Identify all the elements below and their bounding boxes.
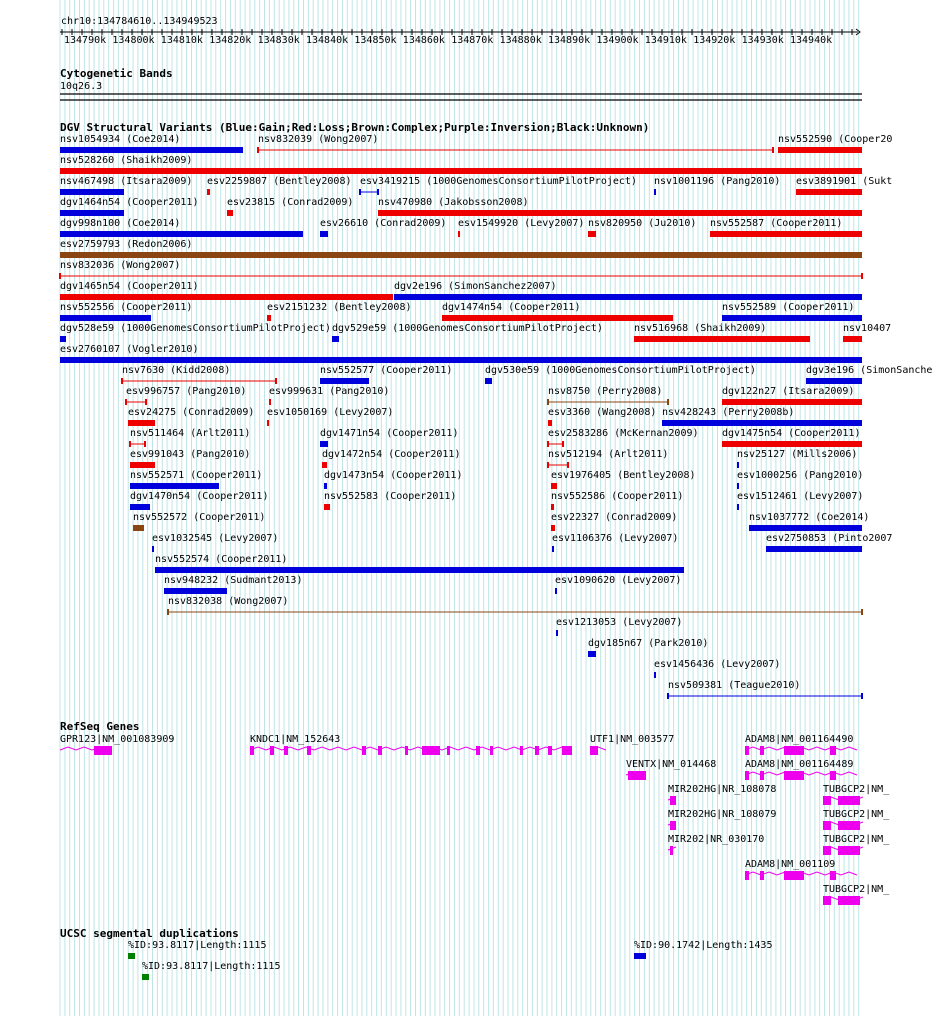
dgv-feature-label: nsv832038 (Wong2007)	[168, 596, 289, 607]
segdup-track-title: UCSC segmental duplications	[60, 927, 239, 940]
dgv-feature-label: esv2760107 (Vogler2010)	[60, 344, 199, 355]
dgv-feature-label: dgv1475n54 (Cooper2011)	[722, 428, 861, 439]
dgv-feature-label: esv26610 (Conrad2009)	[320, 218, 447, 229]
refseq-gene-exon	[548, 746, 552, 755]
refseq-gene-label: TUBGCP2|NM_	[823, 884, 890, 895]
refseq-gene-label: UTF1|NM_003577	[590, 734, 675, 745]
dgv-feature-mark	[806, 378, 862, 384]
dgv-feature-mark	[722, 399, 862, 405]
dgv-feature-mark	[164, 588, 227, 594]
refseq-gene-exon	[823, 821, 831, 830]
dgv-feature-mark	[551, 504, 554, 510]
dgv-feature-mark	[227, 210, 233, 216]
dgv-feature-label: dgv1465n54 (Cooper2011)	[60, 281, 199, 292]
refseq-gene-exon	[362, 746, 366, 755]
dgv-feature-mark	[556, 630, 558, 636]
axis-tick-label: 134890k	[548, 35, 591, 46]
refseq-track-title: RefSeq Genes	[60, 720, 140, 733]
dgv-feature-label: nsv511464 (Arlt2011)	[130, 428, 251, 439]
dgv-feature-mark	[378, 210, 862, 216]
refseq-gene-label: KNDC1|NM_152643	[250, 734, 341, 745]
dgv-feature-label: dgv1470n54 (Cooper2011)	[130, 491, 269, 502]
dgv-feature-mark	[394, 294, 862, 300]
dgv-feature-label: esv996757 (Pang2010)	[126, 386, 247, 397]
dgv-feature-label: dgv1474n54 (Cooper2011)	[442, 302, 581, 313]
refseq-gene-label: ADAM8|NM_001164489	[745, 759, 854, 770]
dgv-feature-label: esv1050169 (Levy2007)	[267, 407, 394, 418]
segdup-label: %ID:90.1742|Length:1435	[634, 940, 773, 951]
refseq-gene-exon	[405, 746, 408, 755]
dgv-feature-mark	[588, 651, 596, 657]
dgv-feature-label: esv23815 (Conrad2009)	[227, 197, 354, 208]
refseq-gene-label: GPR123|NM_001083909	[60, 734, 175, 745]
dgv-feature-label: esv2583286 (McKernan2009)	[548, 428, 699, 439]
refseq-gene-exon	[745, 771, 749, 780]
refseq-gene-exon	[760, 746, 764, 755]
dgv-feature-mark	[654, 189, 656, 195]
refseq-gene-exon	[270, 746, 274, 755]
refseq-gene-exon	[250, 746, 254, 755]
refseq-gene-exon	[823, 846, 831, 855]
axis-tick-label: 134940k	[790, 35, 833, 46]
dgv-feature-label: esv1213053 (Levy2007)	[556, 617, 683, 628]
dgv-feature-label: dgv998n100 (Coe2014)	[60, 218, 181, 229]
refseq-gene-exon	[823, 796, 831, 805]
dgv-feature-label: esv2759793 (Redon2006)	[60, 239, 193, 250]
dgv-feature-label: esv2151232 (Bentley2008)	[267, 302, 412, 313]
dgv-feature-mark	[60, 294, 393, 300]
dgv-feature-label: nsv467498 (Itsara2009)	[60, 176, 193, 187]
dgv-feature-mark	[60, 168, 862, 174]
dgv-feature-mark	[551, 525, 555, 531]
dgv-feature-label: esv2259807 (Bentley2008)	[207, 176, 352, 187]
refseq-gene-exon	[628, 771, 646, 780]
refseq-gene-label: ADAM8|NM_001164490	[745, 734, 854, 745]
dgv-feature-label: dgv1473n54 (Cooper2011)	[324, 470, 463, 481]
dgv-feature-mark	[796, 189, 862, 195]
dgv-feature-label: esv1549920 (Levy2007)	[458, 218, 585, 229]
dgv-feature-mark	[737, 483, 739, 489]
axis-tick-label: 134900k	[596, 35, 639, 46]
refseq-gene-exon	[447, 746, 450, 755]
dgv-feature-mark	[843, 336, 862, 342]
dgv-feature-label: nsv8750 (Perry2008)	[548, 386, 663, 397]
dgv-feature-mark	[722, 441, 862, 447]
segdup-label: %ID:93.8117|Length:1115	[142, 961, 281, 972]
refseq-gene-exon	[838, 846, 860, 855]
dgv-feature-mark	[332, 336, 339, 342]
dgv-feature-mark	[267, 420, 269, 426]
dgv-feature-mark	[548, 420, 552, 426]
dgv-feature-label: esv1000256 (Pang2010)	[737, 470, 864, 481]
dgv-feature-mark	[634, 336, 810, 342]
dgv-feature-label: esv1090620 (Levy2007)	[555, 575, 682, 586]
refseq-gene-exon	[94, 746, 112, 755]
dgv-feature-mark	[324, 504, 330, 510]
dgv-feature-label: dgv528e59 (1000GenomesConsortiumPilotProject)	[60, 323, 331, 334]
dgv-feature-label: dgv530e59 (1000GenomesConsortiumPilotProject)	[485, 365, 756, 376]
dgv-feature-label: nsv528260 (Shaikh2009)	[60, 155, 193, 166]
dgv-feature-mark	[267, 315, 271, 321]
dgv-feature-label: nsv470980 (Jakobsson2008)	[378, 197, 529, 208]
dgv-feature-label: esv1512461 (Levy2007)	[737, 491, 864, 502]
dgv-feature-mark	[458, 231, 460, 237]
dgv-feature-label: nsv10407	[843, 323, 892, 334]
dgv-feature-label: nsv552572 (Cooper2011)	[133, 512, 266, 523]
dgv-feature-mark	[551, 483, 557, 489]
refseq-gene-label: TUBGCP2|NM_	[823, 834, 890, 845]
dgv-feature-label: nsv820950 (Ju2010)	[588, 218, 697, 229]
refseq-gene-exon	[745, 871, 749, 880]
dgv-feature-label: nsv552586 (Cooper2011)	[551, 491, 684, 502]
dgv-feature-label: dgv2e196 (SimonSanchez2007)	[394, 281, 557, 292]
dgv-feature-mark	[485, 378, 492, 384]
refseq-gene-exon	[784, 871, 804, 880]
dgv-feature-label: nsv428243 (Perry2008b)	[662, 407, 795, 418]
refseq-gene-exon	[784, 746, 804, 755]
segdup-mark	[128, 953, 135, 959]
refseq-gene-exon	[422, 746, 440, 755]
dgv-feature-mark	[737, 504, 739, 510]
dgv-feature-mark	[555, 588, 557, 594]
dgv-feature-label: dgv1464n54 (Cooper2011)	[60, 197, 199, 208]
dgv-feature-mark	[60, 252, 862, 258]
dgv-feature-label: nsv1037772 (Coe2014)	[749, 512, 870, 523]
dgv-feature-label: dgv1472n54 (Cooper2011)	[322, 449, 461, 460]
dgv-feature-label: dgv3e196 (SimonSanche	[806, 365, 932, 376]
refseq-gene-exon	[476, 746, 480, 755]
axis-tick-label: 134830k	[257, 35, 300, 46]
refseq-gene-exon	[520, 746, 523, 755]
dgv-feature-mark	[60, 210, 124, 216]
dgv-feature-label: esv999631 (Pang2010)	[269, 386, 390, 397]
dgv-feature-label: nsv552589 (Cooper2011)	[722, 302, 855, 313]
cytoband-track-title: Cytogenetic Bands	[60, 67, 173, 80]
refseq-gene-label: MIR202|NR_030170	[668, 834, 765, 845]
axis-tick-label: 134810k	[160, 35, 203, 46]
refseq-gene-exon	[378, 746, 382, 755]
dgv-feature-label: nsv832036 (Wong2007)	[60, 260, 181, 271]
dgv-feature-label: nsv512194 (Arlt2011)	[548, 449, 669, 460]
dgv-feature-mark	[737, 462, 739, 468]
segdup-mark	[142, 974, 149, 980]
axis-tick-label: 134910k	[644, 35, 687, 46]
dgv-feature-label: nsv552583 (Cooper2011)	[324, 491, 457, 502]
dgv-feature-label: esv24275 (Conrad2009)	[128, 407, 255, 418]
dgv-feature-label: esv1106376 (Levy2007)	[552, 533, 679, 544]
axis-tick-label: 134850k	[354, 35, 397, 46]
refseq-gene-exon	[307, 746, 311, 755]
axis-tick-label: 134820k	[209, 35, 252, 46]
dgv-feature-mark	[60, 189, 124, 195]
refseq-gene-exon	[590, 746, 598, 755]
refseq-gene-exon	[830, 746, 836, 755]
axis-tick-label: 134870k	[451, 35, 494, 46]
dgv-feature-mark	[654, 672, 656, 678]
dgv-feature-mark	[60, 357, 862, 363]
dgv-feature-label: esv3891901 (Sukt	[796, 176, 893, 187]
axis-tick-label: 134800k	[112, 35, 155, 46]
axis-tick-label: 134930k	[741, 35, 784, 46]
refseq-gene-label: TUBGCP2|NM_	[823, 784, 890, 795]
refseq-gene-exon	[784, 771, 804, 780]
dgv-feature-mark	[60, 336, 66, 342]
dgv-feature-label: nsv1001196 (Pang2010)	[654, 176, 781, 187]
axis-tick-label: 134790k	[64, 35, 107, 46]
dgv-feature-mark	[128, 420, 155, 426]
refseq-gene-exon	[670, 821, 676, 830]
refseq-gene-exon	[490, 746, 493, 755]
dgv-feature-mark	[710, 231, 862, 237]
segdup-label: %ID:93.8117|Length:1115	[128, 940, 267, 951]
dgv-feature-mark	[766, 546, 862, 552]
dgv-feature-label: esv1456436 (Levy2007)	[654, 659, 781, 670]
dgv-feature-label: nsv25127 (Mills2006)	[737, 449, 858, 460]
refseq-gene-exon	[760, 871, 764, 880]
axis-tick-label: 134880k	[499, 35, 542, 46]
dgv-feature-mark	[133, 525, 144, 531]
refseq-gene-exon	[670, 796, 676, 805]
dgv-feature-label: nsv552590 (Cooper20	[778, 134, 893, 145]
refseq-gene-exon	[284, 746, 288, 755]
dgv-feature-label: dgv529e59 (1000GenomesConsortiumPilotProject)	[332, 323, 603, 334]
dgv-feature-label: esv3360 (Wang2008)	[548, 407, 657, 418]
dgv-feature-label: nsv552574 (Cooper2011)	[155, 554, 288, 565]
dgv-feature-mark	[130, 462, 155, 468]
dgv-feature-label: dgv185n67 (Park2010)	[588, 638, 709, 649]
refseq-gene-exon	[823, 896, 831, 905]
dgv-feature-label: esv22327 (Conrad2009)	[551, 512, 678, 523]
dgv-feature-mark	[320, 231, 328, 237]
axis-tick-label: 134860k	[402, 35, 445, 46]
refseq-gene-exon	[745, 746, 749, 755]
dgv-feature-label: esv2750853 (Pinto2007	[766, 533, 893, 544]
axis-tick-label: 134920k	[693, 35, 736, 46]
axis-tick-label: 134840k	[306, 35, 349, 46]
dgv-feature-mark	[155, 567, 684, 573]
refseq-gene-exon	[830, 771, 836, 780]
dgv-feature-mark	[207, 189, 210, 195]
dgv-feature-label: esv1032545 (Levy2007)	[152, 533, 279, 544]
refseq-gene-label: MIR202HG|NR_108078	[668, 784, 777, 795]
dgv-feature-mark	[442, 315, 673, 321]
dgv-track-title: DGV Structural Variants (Blue:Gain;Red:Loss;Brown:Complex;Purple:Inversion;Black:Unknown)	[60, 121, 650, 134]
refseq-gene-label: VENTX|NM_014468	[626, 759, 717, 770]
dgv-feature-mark	[722, 315, 862, 321]
dgv-feature-label: nsv832039 (Wong2007)	[258, 134, 379, 145]
dgv-feature-label: nsv516968 (Shaikh2009)	[634, 323, 767, 334]
dgv-feature-mark	[60, 231, 303, 237]
refseq-gene-exon	[838, 821, 860, 830]
dgv-feature-mark	[130, 504, 150, 510]
dgv-feature-mark	[322, 462, 327, 468]
dgv-feature-mark	[60, 315, 151, 321]
dgv-feature-label: dgv122n27 (Itsara2009)	[722, 386, 855, 397]
dgv-feature-mark	[320, 378, 369, 384]
refseq-gene-label: MIR202HG|NR_108079	[668, 809, 777, 820]
dgv-feature-label: dgv1471n54 (Cooper2011)	[320, 428, 459, 439]
dgv-feature-mark	[269, 399, 271, 405]
dgv-feature-mark	[320, 441, 328, 447]
dgv-feature-label: esv1976405 (Bentley2008)	[551, 470, 696, 481]
dgv-feature-label: nsv552556 (Cooper2011)	[60, 302, 193, 313]
dgv-feature-mark	[778, 147, 862, 153]
dgv-feature-mark	[662, 420, 862, 426]
refseq-gene-label: ADAM8|NM_001109	[745, 859, 836, 870]
refseq-gene-exon	[830, 871, 836, 880]
dgv-feature-label: nsv7630 (Kidd2008)	[122, 365, 231, 376]
refseq-gene-exon	[838, 896, 860, 905]
refseq-gene-exon	[760, 771, 764, 780]
dgv-feature-mark	[152, 546, 154, 552]
refseq-gene-exon	[838, 796, 860, 805]
dgv-feature-mark	[749, 525, 862, 531]
refseq-gene-exon	[562, 746, 572, 755]
dgv-feature-label: nsv552587 (Cooper2011)	[710, 218, 843, 229]
dgv-feature-label: nsv552571 (Cooper2011)	[130, 470, 263, 481]
dgv-feature-label: nsv948232 (Sudmant2013)	[164, 575, 303, 586]
dgv-feature-mark	[552, 546, 554, 552]
refseq-gene-label: TUBGCP2|NM_	[823, 809, 890, 820]
dgv-feature-label: esv991043 (Pang2010)	[130, 449, 251, 460]
refseq-gene-exon	[535, 746, 539, 755]
dgv-feature-mark	[60, 147, 243, 153]
dgv-feature-label: nsv1054934 (Coe2014)	[60, 134, 181, 145]
dgv-feature-mark	[588, 231, 596, 237]
region-coordinates: chr10:134784610..134949523	[61, 16, 218, 27]
dgv-feature-label: nsv552577 (Cooper2011)	[320, 365, 453, 376]
dgv-feature-mark	[324, 483, 327, 489]
dgv-feature-mark	[130, 483, 219, 489]
dgv-feature-label: nsv509381 (Teague2010)	[668, 680, 801, 691]
dgv-feature-label: esv3419215 (1000GenomesConsortiumPilotProject)	[360, 176, 637, 187]
refseq-gene-exon	[670, 846, 673, 855]
cytoband-label: 10q26.3	[60, 81, 103, 92]
segdup-mark	[634, 953, 646, 959]
